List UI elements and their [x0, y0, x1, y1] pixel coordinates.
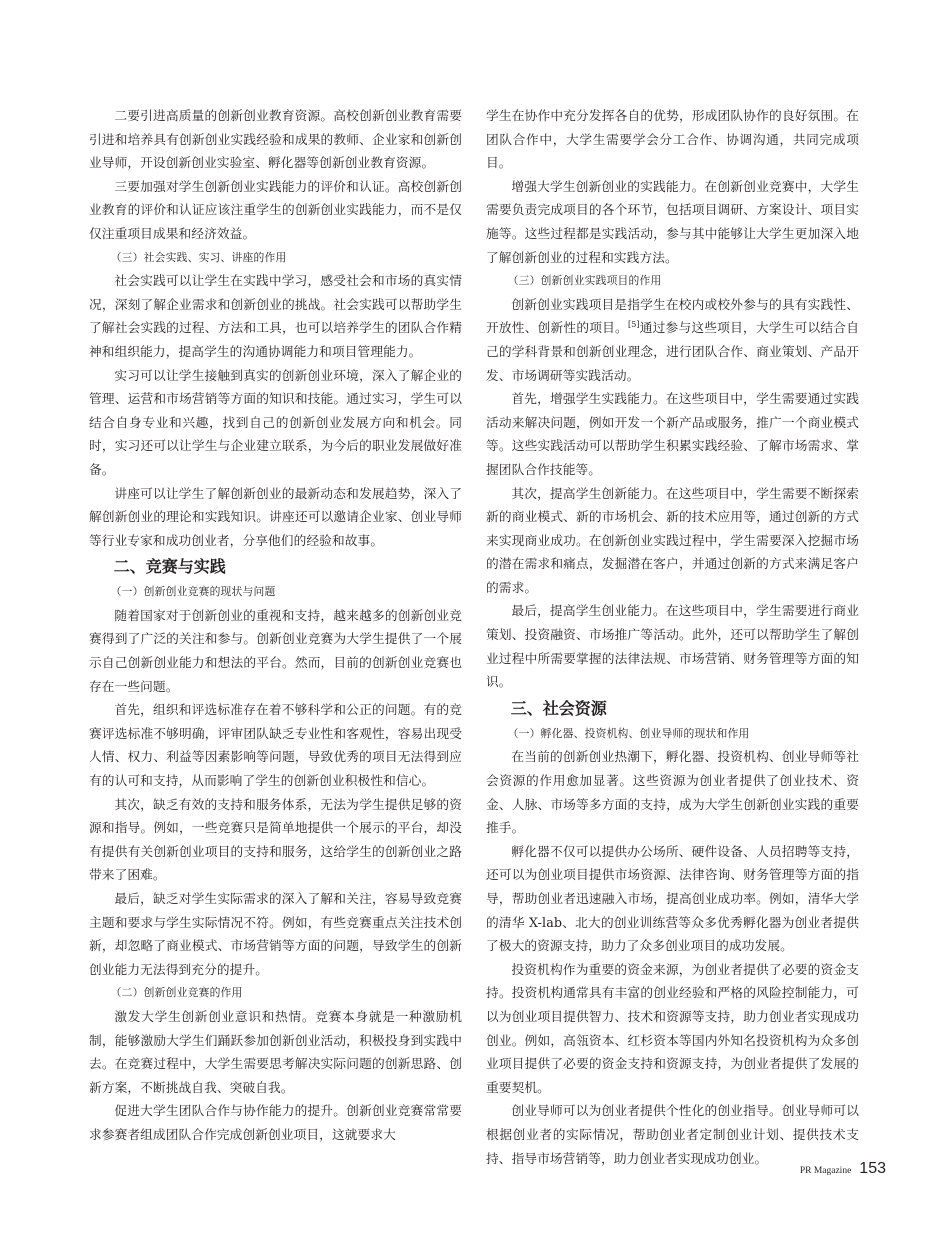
- paragraph: 随着国家对于创新创业的重视和支持，越来越多的创新创业竞赛得到了广泛的关注和参与。创新创业竞赛为大学生提供了一个展示自己创新创业能力和想法的平台。然而，目前的创新创业竞赛也存在一些问题。: [89, 607, 462, 694]
- paragraph: 孵化器不仅可以提供办公场所、硬件设备、人员招聘等支持，还可以为创业项目提供市场资源、法律咨询、财务管理等方面的指导，帮助创业者迅速融入市场，提高创业成功率。例如，清华大学的清华 X-lab、北大的创业训练营等众多优秀孵化器为创业者提供了极大的资源支持，助力了众多创业项目的成功发展。: [486, 843, 859, 954]
- right-column: [486, 104, 859, 1170]
- paragraph: [486, 293, 859, 387]
- subsection-title: （二）创新创业竞赛的作用: [110, 986, 243, 1000]
- paragraph-text: 创新创业实践项目是指学生在校内或校外参与的具有实践性、开放性、创新性的项目。: [486, 296, 859, 336]
- paragraph: 三要加强对学生创新创业实践能力的评价和认证。高校创新创业教育的评价和认证应该注重学生的创新创业实践能力，而不是仅仅注重项目成果和经济效益。: [89, 178, 462, 241]
- left-column: [89, 104, 462, 1147]
- section-heading: 二、竞赛与实践: [113, 557, 226, 577]
- paragraph: 首先，增强学生实践能力。在这些项目中，学生需要通过实践活动来解决问题，例如开发一个新产品或服务，推广一个商业模式等。这些实践活动可以帮助学生积累实践经验、了解市场需求、掌握团队合作技能等。: [486, 391, 859, 477]
- paragraph: 实习可以让学生接触到真实的创新创业环境，深入了解企业的管理、运营和市场营销等方面的知识和技能。通过实习，学生可以结合自身专业和兴趣，找到自己的创新创业发展方向和机会。同时，实习还可以让学生与企业建立联系，为今后的职业发展做好准备。: [89, 367, 462, 477]
- paragraph: 增强大学生创新创业的实践能力。在创新创业竞赛中，大学生需要负责完成项目的各个环节，包括项目调研、方案设计、项目实施等。这些过程都是实践活动，参与其中能够让大学生更加深入地了解创新创业的过程和实践方法。: [486, 178, 859, 265]
- paragraph: 讲座可以让学生了解创新创业的最新动态和发展趋势，深入了解创新创业的理论和实践知识。讲座还可以邀请企业家、创业导师等行业专家和成功创业者，分享他们的经验和故事。: [89, 485, 462, 548]
- paragraph: 最后，提高学生创业能力。在这些项目中，学生需要进行商业策划、投资融资、市场推广等活动。此外，还可以帮助学生了解创业过程中所需要掌握的法律法规、市场营销、财务管理等方面的知识。: [486, 603, 859, 690]
- subsection-title: （一）孵化器、投资机构、创业导师的现状和作用: [507, 726, 750, 740]
- paragraph: 在当前的创新创业热潮下，孵化器、投资机构、创业导师等社会资源的作用愈加显著。这些资源为创业者提供了创业技术、资金、人脉、市场等多方面的支持，成为大学生创新创业实践的重要推手。: [486, 749, 859, 836]
- paragraph: 首先，组织和评选标准存在着不够科学和公正的问题。有的竞赛评选标准不够明确，评审团队缺乏专业性和客观性，容易出现受人情、权力、利益等因素影响等问题，导致优秀的项目无法得到应有的认可和支持，从而影响了学生的创新创业积极性和信心。: [89, 702, 462, 789]
- paragraph: 社会实践可以让学生在实践中学习，感受社会和市场的真实情况，深刻了解企业需求和创新创业的挑战。社会实践可以帮助学生了解社会实践的过程、方法和工具，也可以培养学生的团队合作精神和组织能力，提高学生的沟通协调能力和项目管理能力。: [89, 273, 462, 359]
- paragraph: 最后，缺乏对学生实际需求的深入了解和关注，容易导致竞赛主题和要求与学生实际情况不符。例如，有些竞赛重点关注技术创新，却忽略了商业模式、市场营销等方面的问题，导致学生的创新创业能力无法得到充分的提升。: [89, 891, 462, 977]
- paragraph-text: 通过参与这些项目，大学生可以结合自己的学科背景和创新创业理念，进行团队合作、商业策划、产品开发、市场调研等实践活动。: [486, 320, 859, 383]
- section-heading: 三、社会资源: [510, 698, 607, 718]
- paragraph: 促进大学生团队合作与协作能力的提升。创新创业竞赛常常要求参赛者组成团队合作完成创新创业项目，这就要求大: [89, 1103, 462, 1142]
- citation-marker: [5]: [627, 320, 640, 330]
- paragraph: 激发大学生创新创业意识和热情。竞赛本身就是一种激励机制，能够激励大学生们踊跃参加创新创业活动，积极投身到实践中去。在竞赛过程中，大学生需要思考解决实际问题的创新思路、创新方案，不断挑战自我、突破自我。: [89, 1008, 462, 1095]
- paragraph: 其次，提高学生创新能力。在这些项目中，学生需要不断探索新的商业模式、新的市场机会、新的技术应用等，通过创新的方式来实现商业成功。在创新创业实践过程中，学生需要深入挖掘市场的潜在需求和痛点，发掘潜在客户，并通过创新的方式来满足客户的需求。: [486, 485, 859, 595]
- paragraph: 学生在协作中充分发挥各自的优势，形成团队协作的良好氛围。在团队合作中，大学生需要学会分工合作、协调沟通，共同完成项目。: [486, 108, 859, 171]
- page-footer: [800, 1160, 886, 1178]
- paragraph: 投资机构作为重要的资金来源，为创业者提供了必要的资金支持。投资机构通常具有丰富的创业经验和严格的风险控制能力，可以为创业项目提供智力、技术和资源等支持，助力创业者实现成功创业。例如，高瓴资本、红杉资本等国内外知名投资机构为众多创业项目提供了必要的资金支持和资源支持，为创业者提供了发展的重要契机。: [486, 961, 859, 1095]
- paragraph: 二要引进高质量的创新创业教育资源。高校创新创业教育需要引进和培养具有创新创业实践经验和成果的教师、企业家和创新创业导师，开设创新创业实验室、孵化器等创新创业教育资源。: [89, 108, 462, 171]
- subsection-title: （三）创新创业实践项目的作用: [507, 274, 662, 288]
- paragraph: 创业导师可以为创业者提供个性化的创业指导。创业导师可以根据创业者的实际情况，帮助创业者定制创业计划、提供技术支持、指导市场营销等，助力创业者实现成功创业。: [486, 1103, 859, 1166]
- page-number: 153: [859, 1160, 886, 1177]
- subsection-title: （一）创新创业竞赛的现状与问题: [110, 585, 276, 599]
- subsection-title: （三）社会实践、实习、讲座的作用: [110, 250, 287, 264]
- paragraph: 其次，缺乏有效的支持和服务体系，无法为学生提供足够的资源和指导。例如，一些竞赛只是简单地提供一个展示的平台，却没有提供有关创新创业项目的支持和服务，这给学生的创新创业之路带来了困难。: [89, 796, 462, 883]
- magazine-name: PR Magazine: [799, 1166, 852, 1176]
